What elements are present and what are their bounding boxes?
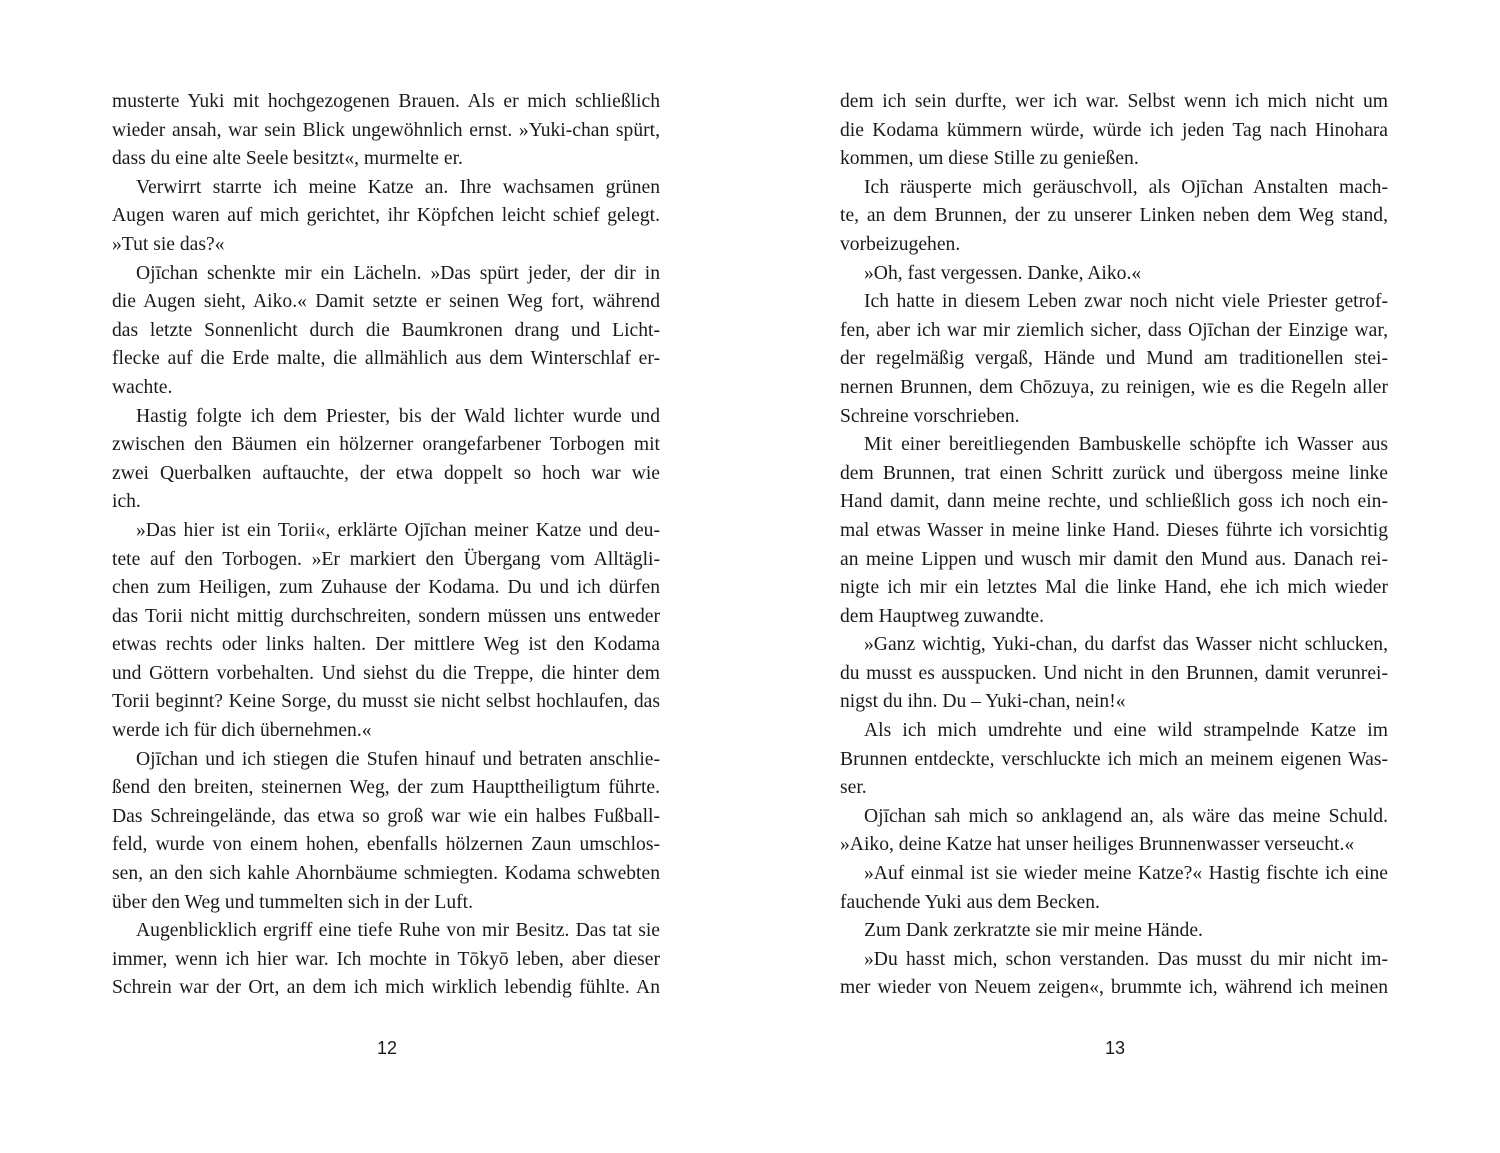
text-line: Hand damit, dann meine rechte, und schließlich goss ich noch ein- [840,491,1388,513]
text-line: etwas rechts oder links halten. Der mittlere Weg ist den Kodama [112,634,660,656]
text-line: Augen waren auf mich gerichtet, ihr Köpfchen leicht schief gelegt. [112,205,660,227]
text-line: das letzte Sonnenlicht durch die Baumkronen drang und Licht- [112,319,660,341]
text-line: über den Weg und tummelten sich in der Luft. [112,891,474,913]
text-line: Ojīchan schenkte mir ein Lächeln. »Das spürt jeder, der dir in [136,262,660,284]
text-line: Ojīchan sah mich so anklagend an, als wäre das meine Schuld. [864,805,1388,827]
text-line: Ich hatte in diesem Leben zwar noch nicht viele Priester getrof- [864,291,1388,313]
text-line: ßend den breiten, steinernen Weg, der zum Haupttheiligtum führte. [112,777,660,799]
text-line: wieder ansah, war sein Blick ungewöhnlich ernst. »Yuki-chan spürt, [112,119,660,141]
text-line: nigst du ihn. Du – Yuki-chan, nein!« [840,691,1126,713]
text-line: du musst es ausspucken. Und nicht in den Brunnen, damit verunrei- [840,662,1388,684]
text-line: mer wieder von Neuem zeigen«, brummte ich, während ich meinen [840,977,1388,999]
text-line: Ojīchan und ich stiegen die Stufen hinauf und betraten anschlie- [136,748,660,770]
text-line: »Du hasst mich, schon verstanden. Das musst du mir nicht im- [864,948,1388,970]
right-page-number: 13 [1104,1038,1126,1058]
text-line: ich. [112,491,141,513]
text-line: »Aiko, deine Katze hat unser heiliges Brunnenwasser verseucht.« [840,834,1355,856]
text-line: flecke auf die Erde malte, die allmählich aus dem Winterschlaf er- [112,348,660,370]
text-line: Das Schreingelände, das etwa so groß war wie ein halbes Fußball- [112,805,660,827]
text-line: nigte ich mir ein letztes Mal die linke Hand, ehe ich mich wieder [840,577,1388,599]
text-line: und Göttern vorbehalten. Und siehst du die Treppe, die hinter dem [112,662,660,684]
right-page-text [840,88,1388,1003]
text-line: Schrein war der Ort, an dem ich mich wirklich lebendig fühlte. An [112,977,660,999]
text-line: dass du eine alte Seele besitzt«, murmelte er. [112,148,463,170]
text-line: Augenblicklich ergriff eine tiefe Ruhe von mir Besitz. Das tat sie [136,920,660,942]
text-line: »Oh, fast vergessen. Danke, Aiko.« [864,262,1142,284]
text-line: musterte Yuki mit hochgezogenen Brauen. Als er mich schließlich [112,91,660,112]
text-line: tete auf den Torbogen. »Er markiert den Übergang vom Alltägli- [112,548,660,570]
text-line: Verwirrt starrte ich meine Katze an. Ihre wachsamen grünen [136,176,660,198]
text-line: immer, wenn ich hier war. Ich mochte in Tōkyō leben, aber dieser [112,948,660,970]
text-line: chen zum Heiligen, zum Zuhause der Kodama. Du und ich dürfen [112,577,660,599]
left-page [112,88,660,1003]
left-page-number: 12 [376,1038,398,1058]
text-line: feld, wurde von einem hohen, ebenfalls hölzernen Zaun umschlos- [112,834,660,856]
text-line: wachte. [112,376,173,398]
text-line: kommen, um diese Stille zu genießen. [840,148,1139,170]
text-line: das Torii nicht mittig durchschreiten, sondern müssen uns entweder [112,605,660,627]
text-line: die Kodama kümmern würde, würde ich jeden Tag nach Hinohara [840,119,1388,141]
text-line: der regelmäßig vergaß, Hände und Mund am traditionellen stei- [840,348,1388,370]
text-line: »Das hier ist ein Torii«, erklärte Ojīchan meiner Katze und deu- [136,519,660,541]
text-line: Torii beginnt? Keine Sorge, du musst sie nicht selbst hochlaufen, das [112,691,660,713]
left-page-text [112,88,660,1003]
text-line: »Ganz wichtig, Yuki-chan, du darfst das Wasser nicht schlucken, [864,634,1388,656]
text-line: an meine Lippen und wusch mir damit den Mund aus. Danach rei- [840,548,1388,570]
text-line: nernen Brunnen, dem Chōzuya, zu reinigen, wie es die Regeln aller [840,376,1388,398]
text-line: die Augen sieht, Aiko.« Damit setzte er seinen Weg fort, während [112,291,660,313]
text-line: fen, aber ich war mir ziemlich sicher, dass Ojīchan der Einzige war, [840,319,1388,341]
text-line: dem Hauptweg zuwandte. [840,605,1045,627]
text-line: zwischen den Bäumen ein hölzerner orangefarbener Torbogen mit [112,434,660,456]
text-line: Hastig folgte ich dem Priester, bis der Wald lichter wurde und [136,405,660,427]
text-line: ser. [840,777,867,799]
text-line: Schreine vorschrieben. [840,405,1020,427]
text-line: vorbeizugehen. [840,233,961,255]
text-line: Brunnen entdeckte, verschluckte ich mich an meinem eigenen Was- [840,748,1388,770]
text-line: mal etwas Wasser in meine linke Hand. Dieses führte ich vorsichtig [840,519,1388,541]
text-line: te, an dem Brunnen, der zu unserer Linken neben dem Weg stand, [840,205,1388,227]
right-page [840,88,1388,1003]
text-line: Ich räusperte mich geräuschvoll, als Ojīchan Anstalten mach- [864,176,1388,198]
text-line: fauchende Yuki aus dem Becken. [840,891,1100,913]
text-line: »Auf einmal ist sie wieder meine Katze?« Hastig fischte ich eine [864,863,1388,885]
text-line: sen, an den sich kahle Ahornbäume schmiegten. Kodama schwebten [112,863,660,885]
text-line: dem Brunnen, trat einen Schritt zurück und übergoss meine linke [840,462,1388,484]
text-line: Mit einer bereitliegenden Bambuskelle schöpfte ich Wasser aus [864,434,1388,456]
text-line: »Tut sie das?« [112,233,225,255]
text-line: dem ich sein durfte, wer ich war. Selbst wenn ich mich nicht um [840,91,1388,112]
text-line: werde ich für dich übernehmen.« [112,720,372,742]
text-line: Zum Dank zerkratzte sie mir meine Hände. [864,920,1203,942]
text-line: zwei Querbalken auftauchte, der etwa doppelt so hoch war wie [112,462,660,484]
text-line: Als ich mich umdrehte und eine wild strampelnde Katze im [864,720,1388,742]
